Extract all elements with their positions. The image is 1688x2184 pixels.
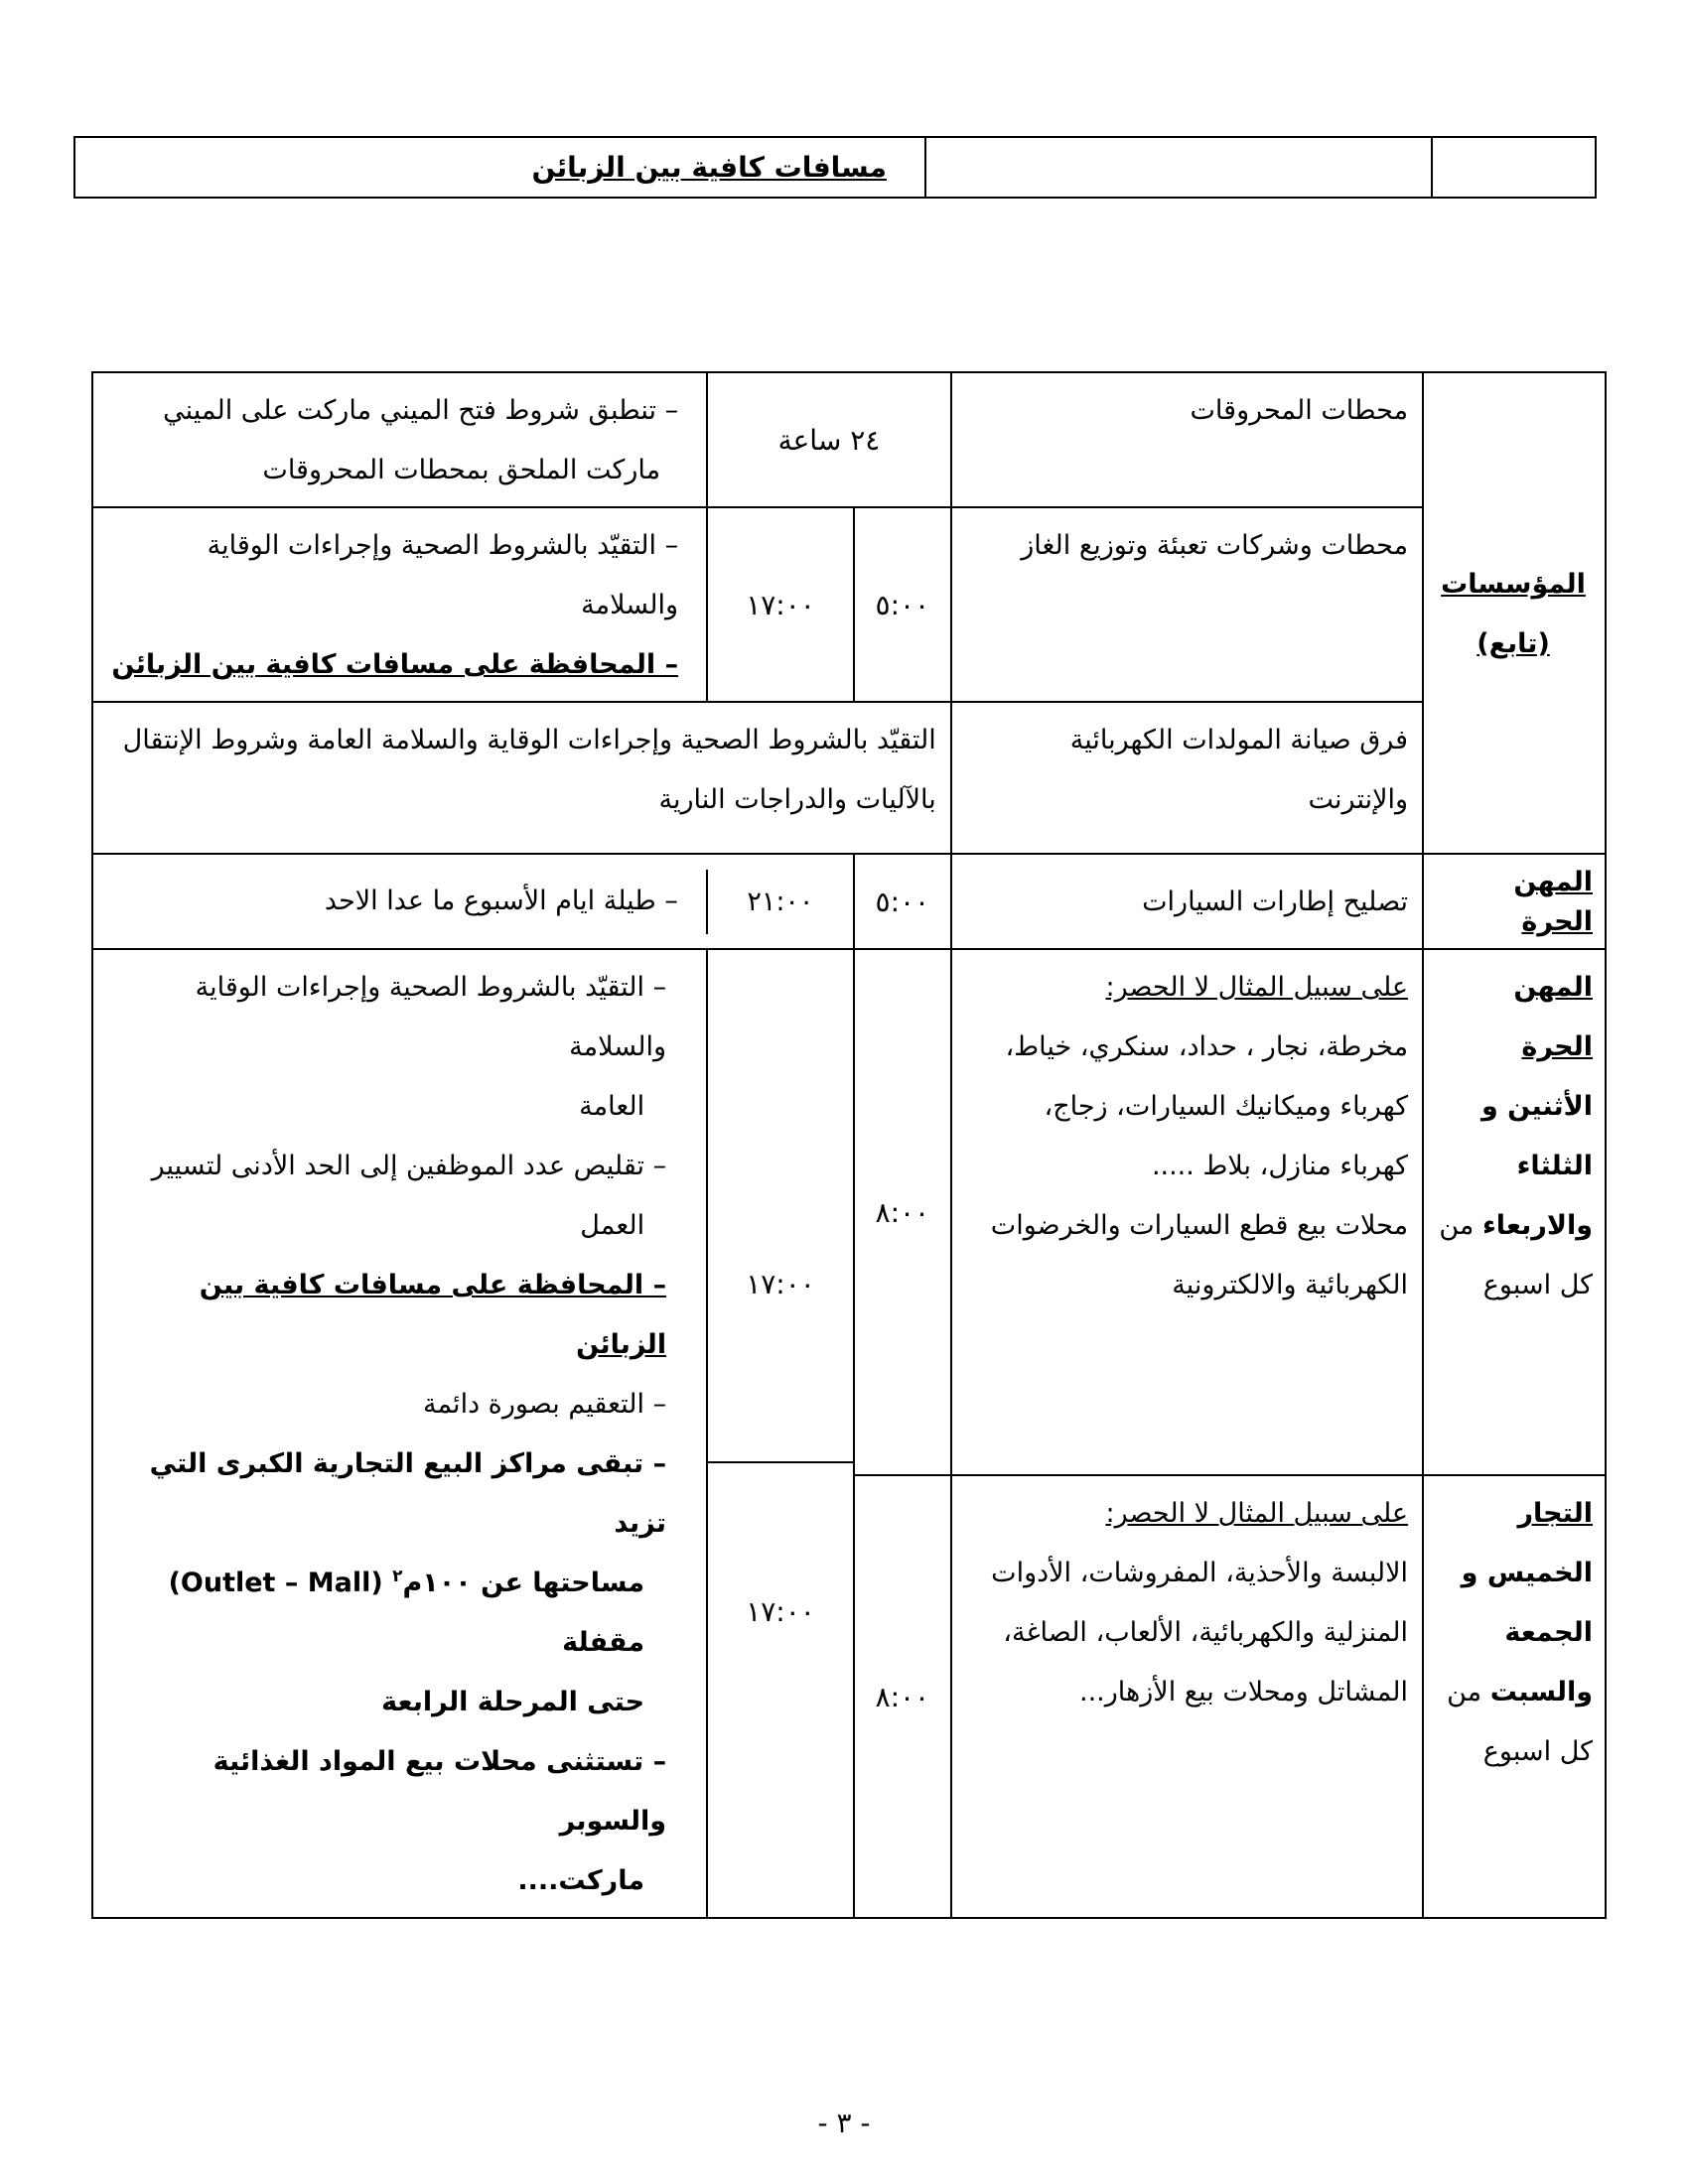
note-area: مساحتها عن ١٠٠م$^٢$ (Outlet – Mall) مقفلة: [168, 1567, 645, 1658]
activity-cell: على سبيل المثال لا الحصر: الالبسة والأحذية، المفروشات، الأدوات المنزلية والكهربائية، الألعاب، الصاغة، المشاتل ومحلات بيع الأزهار...: [951, 1475, 1423, 1918]
from-time-cell: ٥:٠٠: [854, 854, 951, 949]
from-time-cell: ٥:٠٠: [854, 507, 951, 702]
continuation-cell-hours: [925, 137, 1432, 198]
from-time-cell: ٨:٠٠: [854, 1475, 951, 1918]
activity-cell: محطات المحروقات: [951, 372, 1423, 507]
category-free-professions-days: المهن الحرة الأثنين و الثلثاء والاربعاء من كل اسبوع: [1423, 949, 1606, 1475]
opening-hours-table: [91, 371, 1607, 1919]
notes-cell: – التقيّد بالشروط الصحية وإجراءات الوقاية والسلامة – المحافظة على مسافات كافية بين الزبائن: [92, 507, 707, 702]
category-merchants-days: التجار الخميس و الجمعة والسبت من كل اسبوع: [1423, 1475, 1606, 1918]
notes-cell: – التقيّد بالشروط الصحية وإجراءات الوقاية والسلامة العامة – تقليص عدد الموظفين إلى الحد الأدنى لتسيير العمل – المحافظة على مسافات كافية بين الزبائن – التعقيم بصورة دائمة – تبقى مراكز البيع التجارية الكبرى التي تزيد مساحتها عن ١٠٠م$^٢$ (Outlet – Mall) مقفلة حتى المرحلة الرابعة – تستثنى محلات بيع المواد الغذائية والسوبر ماركت....: [92, 949, 707, 1918]
activity-cell: فرق صيانة المولدات الكهربائية والإنترنت: [951, 702, 1423, 854]
notes-cell: – تنطبق شروط فتح الميني ماركت على الميني ماركت الملحق بمحطات المحروقات: [92, 372, 707, 507]
table-row: [92, 854, 1606, 949]
activity-cell: محطات وشركات تعبئة وتوزيع الغاز: [951, 507, 1423, 702]
continuation-cell-category: [1432, 137, 1596, 198]
activity-cell: على سبيل المثال لا الحصر: مخرطة، نجار ، حداد، سنكري، خياط، كهرباء وميكانيك السيارات، زجاج، كهرباء منازل، بلاط ..... محلات بيع قطع السيارات والخرضوات الكهربائية والالكترونية: [951, 949, 1423, 1475]
to-time-cell: ١٧:٠٠ ١٧:٠٠: [707, 949, 854, 1918]
table-row: [92, 702, 1606, 854]
hours-cell: ٢٤ ساعة: [707, 372, 951, 507]
continuation-table: [73, 136, 1597, 199]
page-number: - ٣ -: [817, 2107, 871, 2139]
activity-cell: تصليح إطارات السيارات: [951, 854, 1423, 949]
from-time-cell: ٨:٠٠: [854, 949, 951, 1475]
to-and-notes-cell: [92, 854, 854, 949]
to-time-cell: ١٧:٠٠: [707, 507, 854, 702]
continuation-cell-notes: [74, 137, 925, 198]
table-row: [92, 507, 1606, 702]
to-time: ٢١:٠٠: [706, 870, 853, 934]
note-distance: – المحافظة على مسافات كافية بين الزبائن: [111, 649, 679, 680]
category-institutions: المؤسسات (تابع): [1423, 372, 1606, 854]
note: – طيلة ايام الأسبوع ما عدا الاحد: [324, 886, 678, 916]
category-free-professions: المهن الحرة: [1423, 854, 1606, 949]
note-distance: – المحافظة على مسافات كافية بين الزبائن: [199, 1270, 667, 1360]
table-row: [92, 949, 1606, 1475]
notes-cell: التقيّد بالشروط الصحية وإجراءات الوقاية والسلامة العامة وشروط الإنتقال بالآليات والدراجات النارية: [92, 702, 951, 854]
table-row: [92, 372, 1606, 507]
continuation-note: مسافات كافية بين الزبائن: [531, 151, 887, 184]
